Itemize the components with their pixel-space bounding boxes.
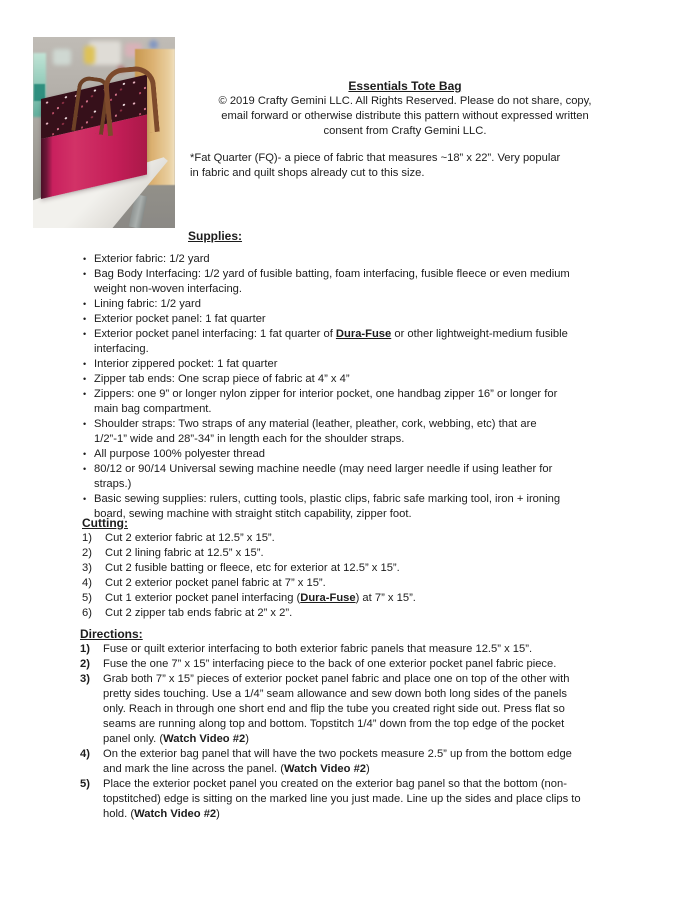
- cutting-heading: Cutting:: [82, 516, 128, 530]
- bullet-marker: •: [83, 329, 87, 339]
- bag-strap-right: [102, 65, 160, 136]
- direction-step: [80, 657, 586, 672]
- number-marker: 5): [80, 778, 90, 790]
- supply-item: [82, 447, 574, 462]
- list-item-text: Zippers: one 9” or longer nylon zipper for interior pocket, one handbag zipper 16” or longer for main bag compartment.: [94, 388, 558, 415]
- number-marker: 2): [80, 658, 90, 670]
- text-line: © 2019 Crafty Gemini LLC. All Rights Reserved. Please do not share, copy,: [218, 95, 592, 107]
- supplies-list: [82, 252, 574, 522]
- number-marker: 5): [82, 592, 92, 604]
- list-item-text: Interior zippered pocket: 1 fat quarter: [94, 358, 278, 370]
- cutting-step: [82, 606, 602, 621]
- direction-step: [80, 777, 586, 822]
- supplies-heading: Supplies:: [188, 229, 243, 243]
- number-marker: 4): [82, 577, 92, 589]
- text-line: *Fat Quarter (FQ)- a piece of fabric that measures ~18” x 22”. Very popular: [190, 152, 561, 164]
- direction-step: [80, 642, 586, 657]
- number-marker: 4): [80, 748, 90, 760]
- supply-item: [82, 417, 574, 447]
- bullet-marker: •: [83, 374, 87, 384]
- bullet-marker: •: [83, 269, 87, 279]
- list-item-text: Fuse or quilt exterior interfacing to both exterior fabric panels that measure 12.5” x 15”.: [103, 643, 533, 655]
- list-item-text: Exterior pocket panel interfacing: 1 fat quarter of Dura-Fuse or other lightweight-medium fusible interfacing.: [94, 328, 568, 355]
- cutting-step: [82, 561, 602, 576]
- supply-item: [82, 387, 574, 417]
- cutting-step: [82, 576, 602, 591]
- supply-item: [82, 492, 574, 522]
- list-item-text: Lining fabric: 1/2 yard: [94, 298, 201, 310]
- list-item-text: Cut 2 exterior fabric at 12.5” x 15”.: [105, 532, 275, 544]
- tote-bag-photo: [33, 37, 175, 228]
- cutting-list: [82, 531, 602, 621]
- supply-item: [82, 312, 574, 327]
- number-marker: 1): [82, 532, 92, 544]
- shelf-blob: [149, 40, 158, 49]
- number-marker: 1): [80, 643, 90, 655]
- bullet-marker: •: [83, 464, 87, 474]
- supply-item: [82, 372, 574, 387]
- text-line: email forward or otherwise distribute this pattern without expressed written: [221, 110, 589, 122]
- bullet-marker: •: [83, 314, 87, 324]
- list-item-text: All purpose 100% polyester thread: [94, 448, 266, 460]
- direction-step: [80, 747, 586, 777]
- directions-list: [80, 642, 586, 822]
- number-marker: 6): [82, 607, 92, 619]
- fat-quarter-note: [190, 151, 660, 181]
- number-marker: 2): [82, 547, 92, 559]
- list-item-text: Fuse the one 7” x 15” interfacing piece to the back of one exterior pocket panel fabric piece.: [103, 658, 557, 670]
- copyright-text: [170, 94, 640, 139]
- list-item-text: Zipper tab ends: One scrap piece of fabric at 4” x 4”: [94, 373, 350, 385]
- bullet-marker: •: [83, 299, 87, 309]
- bullet-marker: •: [83, 449, 87, 459]
- list-item-text: On the exterior bag panel that will have the two pockets measure 2.5” up from the bottom edge and mark the line across the panel. (Watch Video #2): [103, 748, 572, 775]
- supply-item: [82, 267, 574, 297]
- bullet-marker: •: [83, 389, 87, 399]
- shelf-blob: [53, 49, 71, 65]
- directions-heading: Directions:: [80, 627, 143, 641]
- cutting-step: [82, 591, 602, 606]
- bullet-marker: •: [83, 419, 87, 429]
- list-item-text: Cut 2 fusible batting or fleece, etc for exterior at 12.5” x 15”.: [105, 562, 400, 574]
- shelf-blob: [84, 46, 95, 64]
- list-item-text: Cut 2 zipper tab ends fabric at 2” x 2”.: [105, 607, 293, 619]
- list-item-text: Place the exterior pocket panel you created on the exterior bag panel so that the bottom (non-topstitched) edge is sitting on the marked line you just made. Line up the sides and place clips to hold. (Watch Video #2): [103, 778, 581, 820]
- text-line: in fabric and quilt shops already cut to this size.: [190, 167, 425, 179]
- list-item-text: Bag Body Interfacing: 1/2 yard of fusible batting, foam interfacing, fusible fleece or even medium weight non-woven interfacing.: [94, 268, 570, 295]
- list-item-text: Grab both 7” x 15” pieces of exterior pocket panel fabric and place one on top of the other with pretty sides touching. Use a 1/4” seam allowance and sew down both long sides of the panels only. Reach in through one short end and flip the tube you created right side out. Press flat so seams are running along top and bottom. Topstitch 1/4” down from the top edge of the pocket panel only. (Watch Video #2): [103, 673, 570, 745]
- supply-item: [82, 462, 574, 492]
- page-title: Essentials Tote Bag: [348, 79, 462, 93]
- list-item-text: Cut 2 exterior pocket panel fabric at 7” x 15”.: [105, 577, 326, 589]
- list-item-text: Basic sewing supplies: rulers, cutting tools, plastic clips, fabric safe marking tool, iron + ironing board, sewing machine with straight stitch capability, zipper foot.: [94, 493, 561, 520]
- bullet-marker: •: [83, 359, 87, 369]
- supply-item: [82, 327, 574, 357]
- cutting-step: [82, 546, 602, 561]
- list-item-text: Cut 2 lining fabric at 12.5” x 15”.: [105, 547, 264, 559]
- supply-item: [82, 252, 574, 267]
- cutting-step: [82, 531, 602, 546]
- list-item-text: Shoulder straps: Two straps of any material (leather, pleather, cork, webbing, etc) that are 1/2”-1” wide and 28”-34” in length each for the shoulder straps.: [94, 418, 537, 445]
- document-header: [170, 79, 640, 139]
- bullet-marker: •: [83, 494, 87, 504]
- supply-item: [82, 297, 574, 312]
- number-marker: 3): [80, 673, 90, 685]
- list-item-text: Exterior pocket panel: 1 fat quarter: [94, 313, 266, 325]
- list-item-text: 80/12 or 90/14 Universal sewing machine needle (may need larger needle if using leather for straps.): [94, 463, 553, 490]
- supply-item: [82, 357, 574, 372]
- number-marker: 3): [82, 562, 92, 574]
- direction-step: [80, 672, 586, 747]
- text-line: consent from Crafty Gemini LLC.: [323, 125, 487, 137]
- list-item-text: Exterior fabric: 1/2 yard: [94, 253, 210, 265]
- list-item-text: Cut 1 exterior pocket panel interfacing (Dura-Fuse) at 7” x 15”.: [105, 592, 416, 604]
- bullet-marker: •: [83, 254, 87, 264]
